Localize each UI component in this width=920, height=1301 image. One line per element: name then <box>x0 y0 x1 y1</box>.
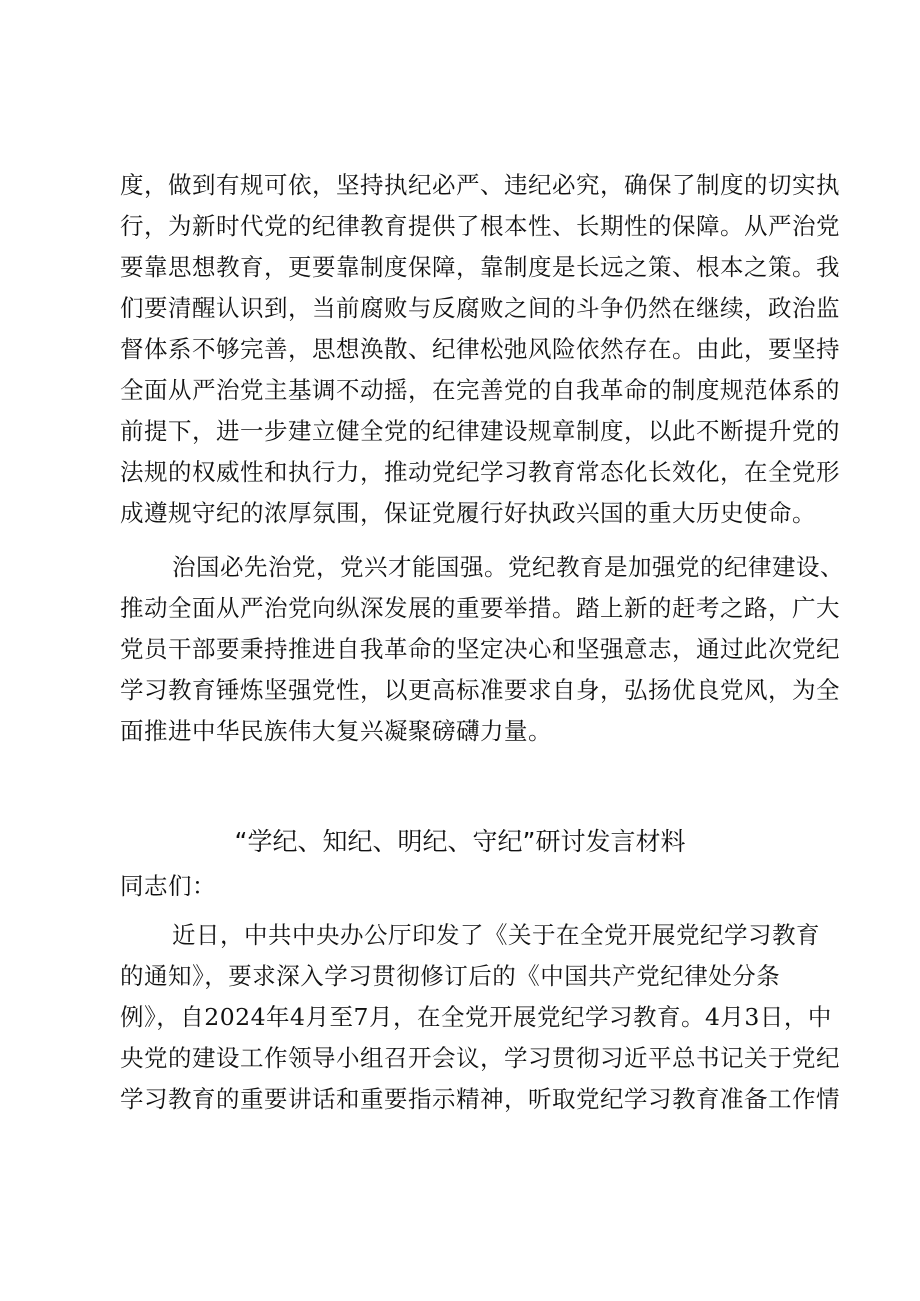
paragraph-line: 近日，中共中央办公厅印发了《关于在全党开展党纪学习教育 <box>172 921 820 949</box>
paragraph-line: 学习教育锤炼坚强党性，以更高标准要求自身，弘扬优良党风，为全 <box>120 676 840 704</box>
paragraph-line: 推动全面从严治党向纵深发展的重要举措。踏上新的赶考之路，广大 <box>120 594 840 622</box>
paragraph-line: 行，为新时代党的纪律教育提供了根本性、长期性的保障。从严治党 <box>120 212 840 240</box>
section-title: “学纪、知纪、明纪、守纪”研讨发言材料 <box>234 827 686 856</box>
paragraph-line: 要靠思想教育，更要靠制度保障，靠制度是长远之策、根本之策。我 <box>120 253 840 281</box>
paragraph-line: 面推进中华民族伟大复兴凝聚磅礴力量。 <box>120 717 552 745</box>
paragraph-line: 前提下，进一步建立健全党的纪律建设规章制度，以此不断提升党的 <box>120 417 840 445</box>
paragraph-line: 党员干部要秉持推进自我革命的坚定决心和坚强意志，通过此次党纪 <box>120 635 840 663</box>
paragraph-line: 成遵规守纪的浓厚氛围，保证党履行好执政兴国的重大历史使命。 <box>120 499 816 527</box>
paragraph-line: 们要清醒认识到，当前腐败与反腐败之间的斗争仍然在继续，政治监 <box>120 294 840 322</box>
paragraph-line: 央党的建设工作领导小组召开会议，学习贯彻习近平总书记关于党纪 <box>120 1044 840 1072</box>
paragraph-line: 全面从严治党主基调不动摇，在完善党的自我革命的制度规范体系的 <box>120 376 840 404</box>
paragraph-line: 度，做到有规可依，坚持执纪必严、违纪必究，确保了制度的切实执 <box>120 171 840 199</box>
paragraph-line: 督体系不够完善，思想涣散、纪律松弛风险依然存在。由此，要坚持 <box>120 335 840 363</box>
paragraph-line: 的通知》，要求深入学习贯彻修订后的《中国共产党纪律处分条 <box>120 962 781 990</box>
paragraph-line: 例》，自2024年4月至7月，在全党开展党纪学习教育。4月3日，中 <box>120 1003 832 1031</box>
paragraph-line: 学习教育的重要讲话和重要指示精神，听取党纪学习教育准备工作情 <box>120 1085 840 1113</box>
paragraph-line: 法规的权威性和执行力，推动党纪学习教育常态化长效化，在全党形 <box>120 458 840 486</box>
paragraph-line: 治国必先治党，党兴才能国强。党纪教育是加强党的纪律建设、 <box>172 553 844 581</box>
salutation: 同志们： <box>120 872 216 900</box>
